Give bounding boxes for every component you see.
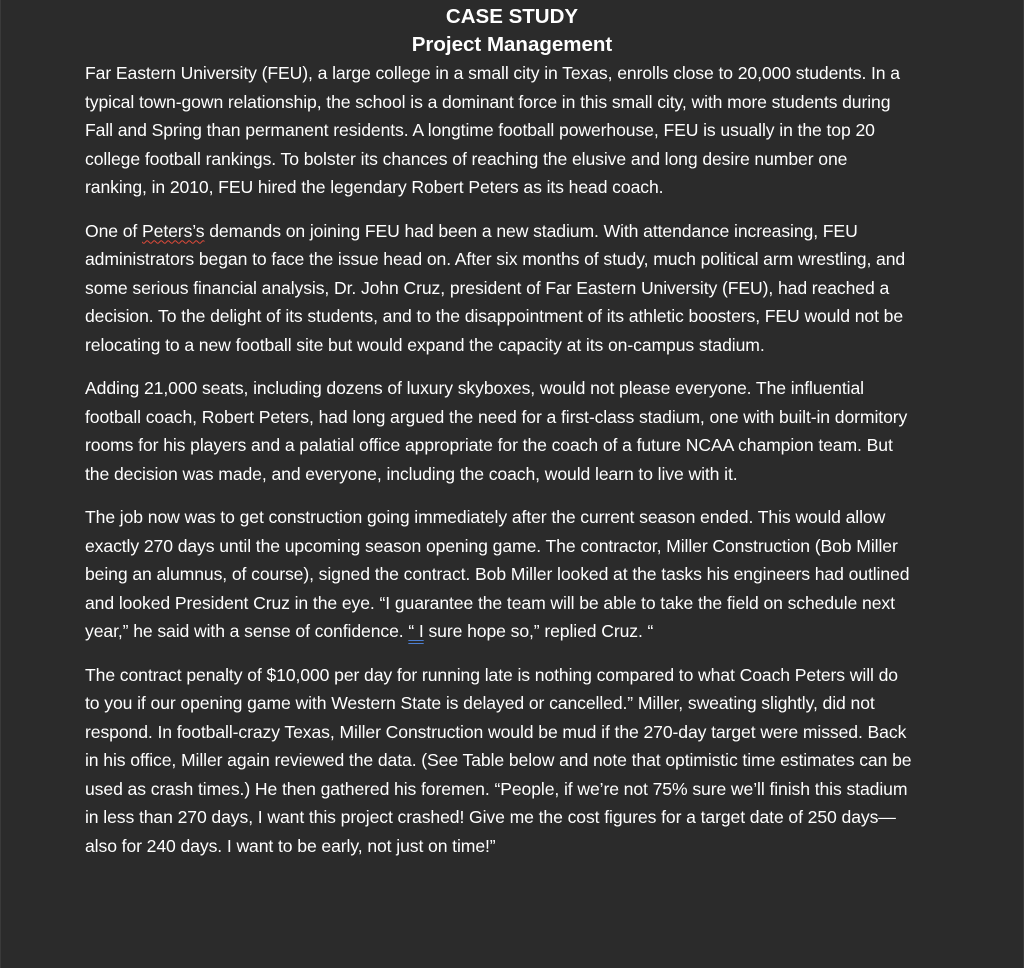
paragraph-4-rest: sure hope so,” replied Cruz. “ <box>423 621 654 641</box>
paragraph-3: Adding 21,000 seats, including dozens of luxury skyboxes, would not please everyone. The influential football coach, Robert Peters, had long argued the need for a first-class stadium, one with built-in dormitory rooms for his players and a palatial office appropriate for the coach of a future NCAA champion team. But the decision was made, and everyone, including the coach, would learn to live with it. <box>85 378 908 484</box>
spelling-flag[interactable]: Peters’s <box>142 220 205 241</box>
paragraph-4 <box>85 503 913 646</box>
case-study-heading: CASE STUDY <box>445 5 579 28</box>
paragraph-1: Far Eastern University (FEU), a large college in a small city in Texas, enrolls close to 20,000 students. In a typical town-gown relationship, the school is a dominant force in this small city, with more students during Fall and Spring than permanent residents. A longtime football powerhouse, FEU is usually in the top 20 college football rankings. To bolster its chances of reaching the elusive and long desire number one ranking, in 2010, FEU hired the legendary Robert Peters as its head coach. <box>85 63 900 197</box>
paragraph-2-start: One of <box>85 220 143 241</box>
grammar-flag[interactable]: “ I <box>408 621 424 641</box>
paragraph-2-rest: demands on joining FEU had been a new stadium. With attendance increasing, FEU administrators began to face the issue head on. After six months of study, much political arm wrestling, and some serious financial analysis, Dr. John Cruz, president of Far Eastern University (FEU), had reached a decision. To the delight of its students, and to the disappointment of its athletic boosters, FEU would not be relocating to a new football site but would expand the capacity at its on-campus stadium. <box>85 220 906 355</box>
paragraph-2 <box>85 217 913 360</box>
subject-heading: Project Management <box>411 33 613 56</box>
paragraph-4-start: The job now was to get construction going immediately after the current season ended. This would allow exactly 270 days until the upcoming season opening game. The contractor, Miller Construction (Bob Miller being an alumnus, of course), signed the contract. Bob Miller looked at the tasks his engineers had outlined and looked President Cruz in the eye. “I guarantee the team will be able to take the field on schedule next year,” he said with a sense of confidence. <box>85 507 910 641</box>
paragraph-5: The contract penalty of $10,000 per day for running late is nothing compared to what Coach Peters will do to you if our opening game with Western State is delayed or cancelled.” Miller, sweating slightly, did not respond. In football-crazy Texas, Miller Construction would be mud if the 270-day target were missed. Back in his office, Miller again reviewed the data. (See Table below and note that optimistic time estimates can be used as crash times.) He then gathered his foremen. “People, if we’re not 75% sure we’ll finish this stadium in less than 270 days, I want this project crashed! Give me the cost figures for a target date of 250 days—also for 240 days. I want to be early, not just on time!” <box>85 664 912 856</box>
